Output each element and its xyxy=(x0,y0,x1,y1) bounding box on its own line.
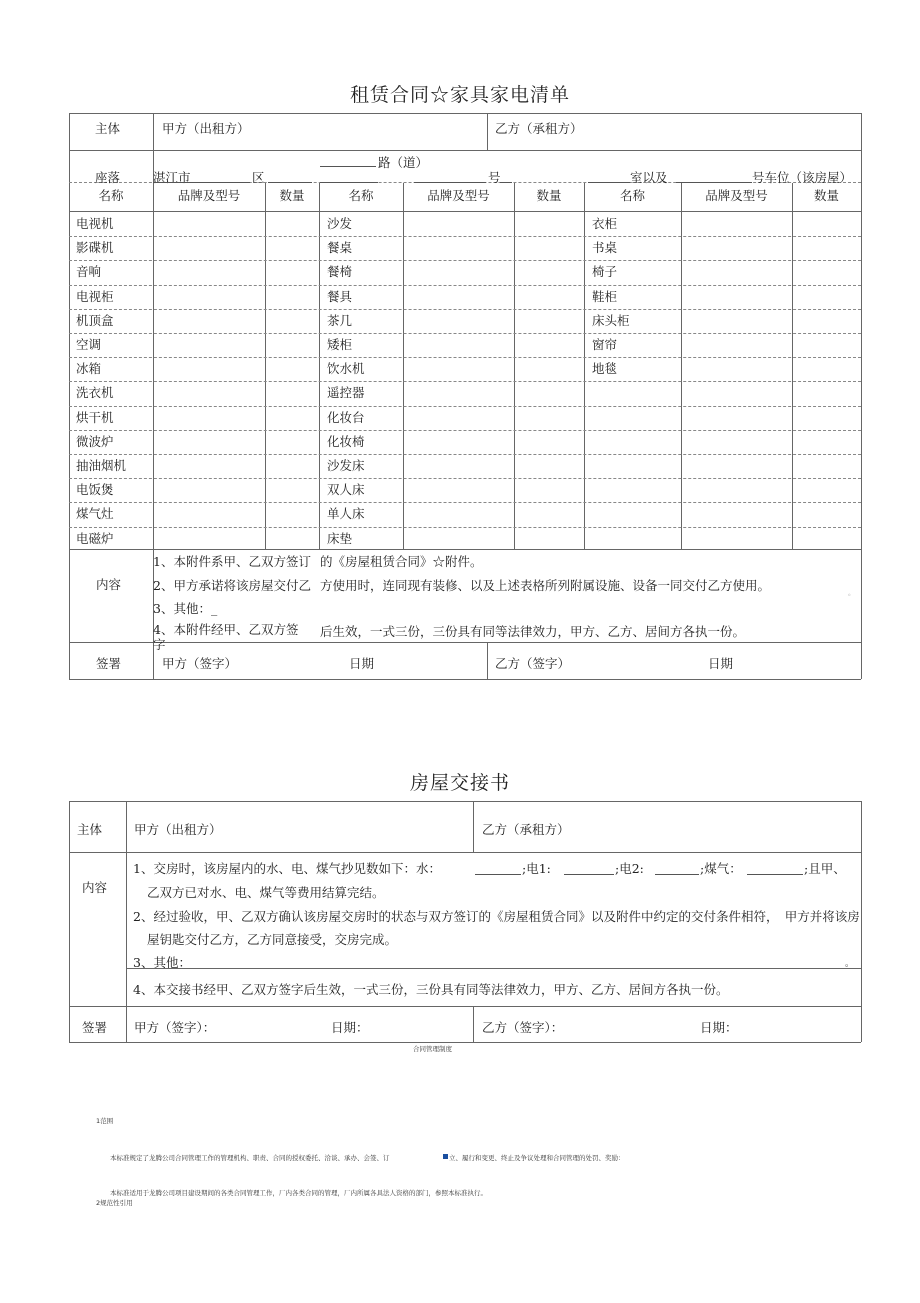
item-name: 空调 xyxy=(76,337,102,352)
column-header-qty: 数量 xyxy=(813,188,839,203)
sign-date-a: 日期 xyxy=(349,656,375,671)
scope-text-1b: 立、履行和变更、终止及争议处理和合同管理的处罚、奖励： xyxy=(449,1154,625,1162)
sign-label: 签署 xyxy=(82,1020,108,1035)
item-name: 电视机 xyxy=(76,216,114,231)
sign-party-a: 甲方（签字） xyxy=(162,656,238,671)
item-name: 地毯 xyxy=(592,361,618,376)
sign-date-b: 日期 xyxy=(708,656,734,671)
item-name: 餐具 xyxy=(327,289,353,304)
item-name: 烘干机 xyxy=(76,410,114,425)
blank-underline xyxy=(747,874,803,875)
handover-p2a: 2、经过验收，甲、乙双方确认该房屋交房时的状态与双方签订的《房屋租赁合同》以及附件中约定的交付条件相符， 甲方并将该房 xyxy=(133,909,860,924)
table-border-right xyxy=(861,801,862,1042)
column-header-name: 名称 xyxy=(619,188,645,203)
blank-underline xyxy=(320,182,378,183)
blank-underline xyxy=(676,182,752,183)
row-divider xyxy=(69,260,861,261)
row-divider xyxy=(69,527,861,528)
row-divider xyxy=(69,236,861,237)
row-divider xyxy=(69,430,861,431)
item-name: 音响 xyxy=(76,264,102,279)
location-label: 座落 xyxy=(95,170,121,185)
row-divider xyxy=(69,333,861,334)
footer-caption: 合同管理制度 xyxy=(413,1045,452,1053)
content-line-4a: 4、本附件经甲、乙双方签 xyxy=(153,622,299,637)
handover-p3: 3、其他： xyxy=(133,955,191,970)
item-name: 餐桌 xyxy=(327,240,353,255)
item-name: 单人床 xyxy=(327,506,365,521)
column-header-brand: 品牌及型号 xyxy=(705,188,768,203)
blank-underline xyxy=(475,874,521,875)
column-header-qty: 数量 xyxy=(536,188,562,203)
item-name: 床垫 xyxy=(327,531,353,546)
table-border-top xyxy=(69,113,861,114)
marker-square-icon xyxy=(443,1154,448,1159)
row-divider xyxy=(69,357,861,358)
handover-p1b: 乙双方已对水、电、煤气等费用结算完结。 xyxy=(147,885,385,900)
sign-party-a: 甲方（签字）： xyxy=(134,1020,216,1035)
sign-party-b: 乙方（签字） xyxy=(495,656,571,671)
table-rule xyxy=(403,183,404,549)
item-name: 衣柜 xyxy=(592,216,618,231)
clipped-text xyxy=(153,635,193,652)
item-name: 冰箱 xyxy=(76,361,102,376)
room-label: 室以及 xyxy=(630,170,668,185)
scope-heading: 1范围 xyxy=(96,1117,114,1125)
table-rule xyxy=(69,150,861,151)
party-b-label: 乙方（承租方） xyxy=(482,822,570,837)
table-rule xyxy=(153,183,154,549)
table-rule xyxy=(69,211,861,212)
sign-party-b: 乙方（签字）： xyxy=(482,1020,564,1035)
number-label: 号 xyxy=(488,170,501,185)
handover-p1-elec1: ;电1: xyxy=(522,861,551,876)
item-name: 餐椅 xyxy=(327,264,353,279)
content-line-1b: 的《房屋租赁合同》☆附件。 xyxy=(320,554,483,569)
table-border-bottom xyxy=(69,679,861,680)
column-header-brand: 品牌及型号 xyxy=(177,188,241,203)
handover-p3-end: 。 xyxy=(845,959,855,969)
item-name: 机顶盒 xyxy=(76,313,114,328)
item-name: 影碟机 xyxy=(76,240,114,255)
ref-heading: 2规范性引用 xyxy=(96,1199,133,1207)
blank-underline xyxy=(564,874,614,875)
handover-p1-end: ;且甲、 xyxy=(804,861,846,876)
item-name: 化妆台 xyxy=(327,410,365,425)
blank-underline xyxy=(655,874,699,875)
item-name: 洗衣机 xyxy=(76,385,114,400)
item-name: 椅子 xyxy=(592,264,618,279)
item-name: 书桌 xyxy=(592,240,618,255)
blank-underline xyxy=(588,182,630,183)
inventory-title: 租赁合同☆家具家电清单 xyxy=(349,84,570,106)
city-label: 湛江市 xyxy=(153,170,191,185)
handover-p1a: 1、交房时，该房屋内的水、电、煤气抄见数如下：水： xyxy=(133,861,441,876)
item-name: 抽油烟机 xyxy=(76,458,127,473)
blank-underline xyxy=(500,182,512,183)
item-name: 饮水机 xyxy=(327,361,365,376)
item-name: 矮柜 xyxy=(327,337,353,352)
table-rule xyxy=(584,183,585,549)
row-divider xyxy=(69,309,861,310)
scope-text-2: 本标准适用于龙腾公司项目建设期间的各类合同管理工作，厂内各类合同的管理，厂内所属各具法人资格的部门，参照本标准执行。 xyxy=(110,1189,487,1197)
content-dot: 。 xyxy=(848,589,855,597)
subject-label: 主体 xyxy=(95,121,121,136)
item-name: 化妆椅 xyxy=(327,434,365,449)
item-name: 沙发床 xyxy=(327,458,365,473)
row-divider xyxy=(69,454,861,455)
item-name: 电视柜 xyxy=(76,289,114,304)
item-name: 遥控器 xyxy=(327,385,365,400)
row-divider xyxy=(126,968,861,969)
content-line-2a: 2、甲方承诺将该房屋交付乙 xyxy=(153,578,311,593)
party-b-label: 乙方（承租方） xyxy=(495,121,583,136)
table-border-right xyxy=(861,113,862,679)
table-rule xyxy=(473,1006,474,1042)
row-divider xyxy=(69,642,861,643)
handover-title: 房屋交接书 xyxy=(409,772,510,794)
party-a-label: 甲方（出租方） xyxy=(134,822,222,837)
row-divider xyxy=(69,549,861,550)
handover-p4: 4、本交接书经甲、乙双方签字后生效，一式三份，三份具有同等法律效力，甲方、乙方、居间方各执一份。 xyxy=(133,982,729,997)
blank-underline xyxy=(268,182,312,183)
district-label: 区 xyxy=(252,170,265,185)
table-rule xyxy=(487,113,488,150)
table-rule xyxy=(514,183,515,549)
row-divider xyxy=(69,852,861,853)
column-header-qty: 数量 xyxy=(279,188,305,203)
sign-date-a: 日期： xyxy=(331,1020,369,1035)
subject-label: 主体 xyxy=(77,822,103,837)
row-divider xyxy=(69,285,861,286)
parking-label: 号车位（该房屋） xyxy=(752,170,853,185)
item-name: 电饭煲 xyxy=(76,482,114,497)
blank-underline xyxy=(153,182,250,183)
table-rule xyxy=(792,183,793,549)
content-label: 内容 xyxy=(82,880,108,895)
row-divider xyxy=(69,406,861,407)
row-divider xyxy=(69,1006,861,1007)
table-rule xyxy=(681,183,682,549)
item-name: 窗帘 xyxy=(592,337,618,352)
blank-underline xyxy=(320,166,376,167)
content-line-4b: 后生效，一式三份，三份具有同等法律效力，甲方、乙方、居间方各执一份。 xyxy=(320,624,746,639)
table-rule xyxy=(473,801,474,852)
road-label: 路（道） xyxy=(378,155,429,170)
content-line-4a-cut: 字 xyxy=(153,637,166,652)
row-divider xyxy=(69,502,861,503)
table-rule xyxy=(487,642,488,679)
item-name: 茶几 xyxy=(327,313,353,328)
item-name: 双人床 xyxy=(327,482,365,497)
content-line-3: 3、其他：_ xyxy=(153,601,218,616)
handover-p1-elec2: ;电2: xyxy=(615,861,644,876)
content-line-2b: 方使用时，连同现有装修、以及上述表格所列附属设施、设备一同交付乙方使用。 xyxy=(320,578,771,593)
table-rule xyxy=(153,113,154,150)
item-name: 电磁炉 xyxy=(76,531,114,546)
row-divider xyxy=(69,478,861,479)
column-header-name: 名称 xyxy=(98,188,124,203)
content-line-1a: 1、本附件系甲、乙双方签订 xyxy=(153,554,311,569)
scope-text-1a: 本标准规定了龙腾公司合同管理工作的管理机构、职责、合同的授权委托、洽谈、承办、会签、订 xyxy=(110,1154,390,1162)
sign-date-b: 日期： xyxy=(700,1020,738,1035)
item-name: 沙发 xyxy=(327,216,353,231)
column-header-brand: 品牌及型号 xyxy=(427,188,490,203)
table-rule xyxy=(319,183,320,549)
column-header-name: 名称 xyxy=(348,188,374,203)
table-rule xyxy=(265,183,266,549)
row-divider xyxy=(69,381,861,382)
party-a-label: 甲方（出租方） xyxy=(162,121,250,136)
item-name: 鞋柜 xyxy=(592,289,618,304)
handover-p1-gas: ;煤气： xyxy=(700,861,742,876)
item-name: 床头柜 xyxy=(592,313,630,328)
blank-underline xyxy=(414,182,486,183)
table-border-bottom xyxy=(69,1042,861,1043)
content-label: 内容 xyxy=(96,577,122,592)
handover-p2b: 屋钥匙交付乙方，乙方同意接受，交房完成。 xyxy=(147,932,398,947)
item-name: 煤气灶 xyxy=(76,506,114,521)
table-border-top xyxy=(69,801,861,802)
item-name: 微波炉 xyxy=(76,434,114,449)
sign-label: 签署 xyxy=(96,656,122,671)
